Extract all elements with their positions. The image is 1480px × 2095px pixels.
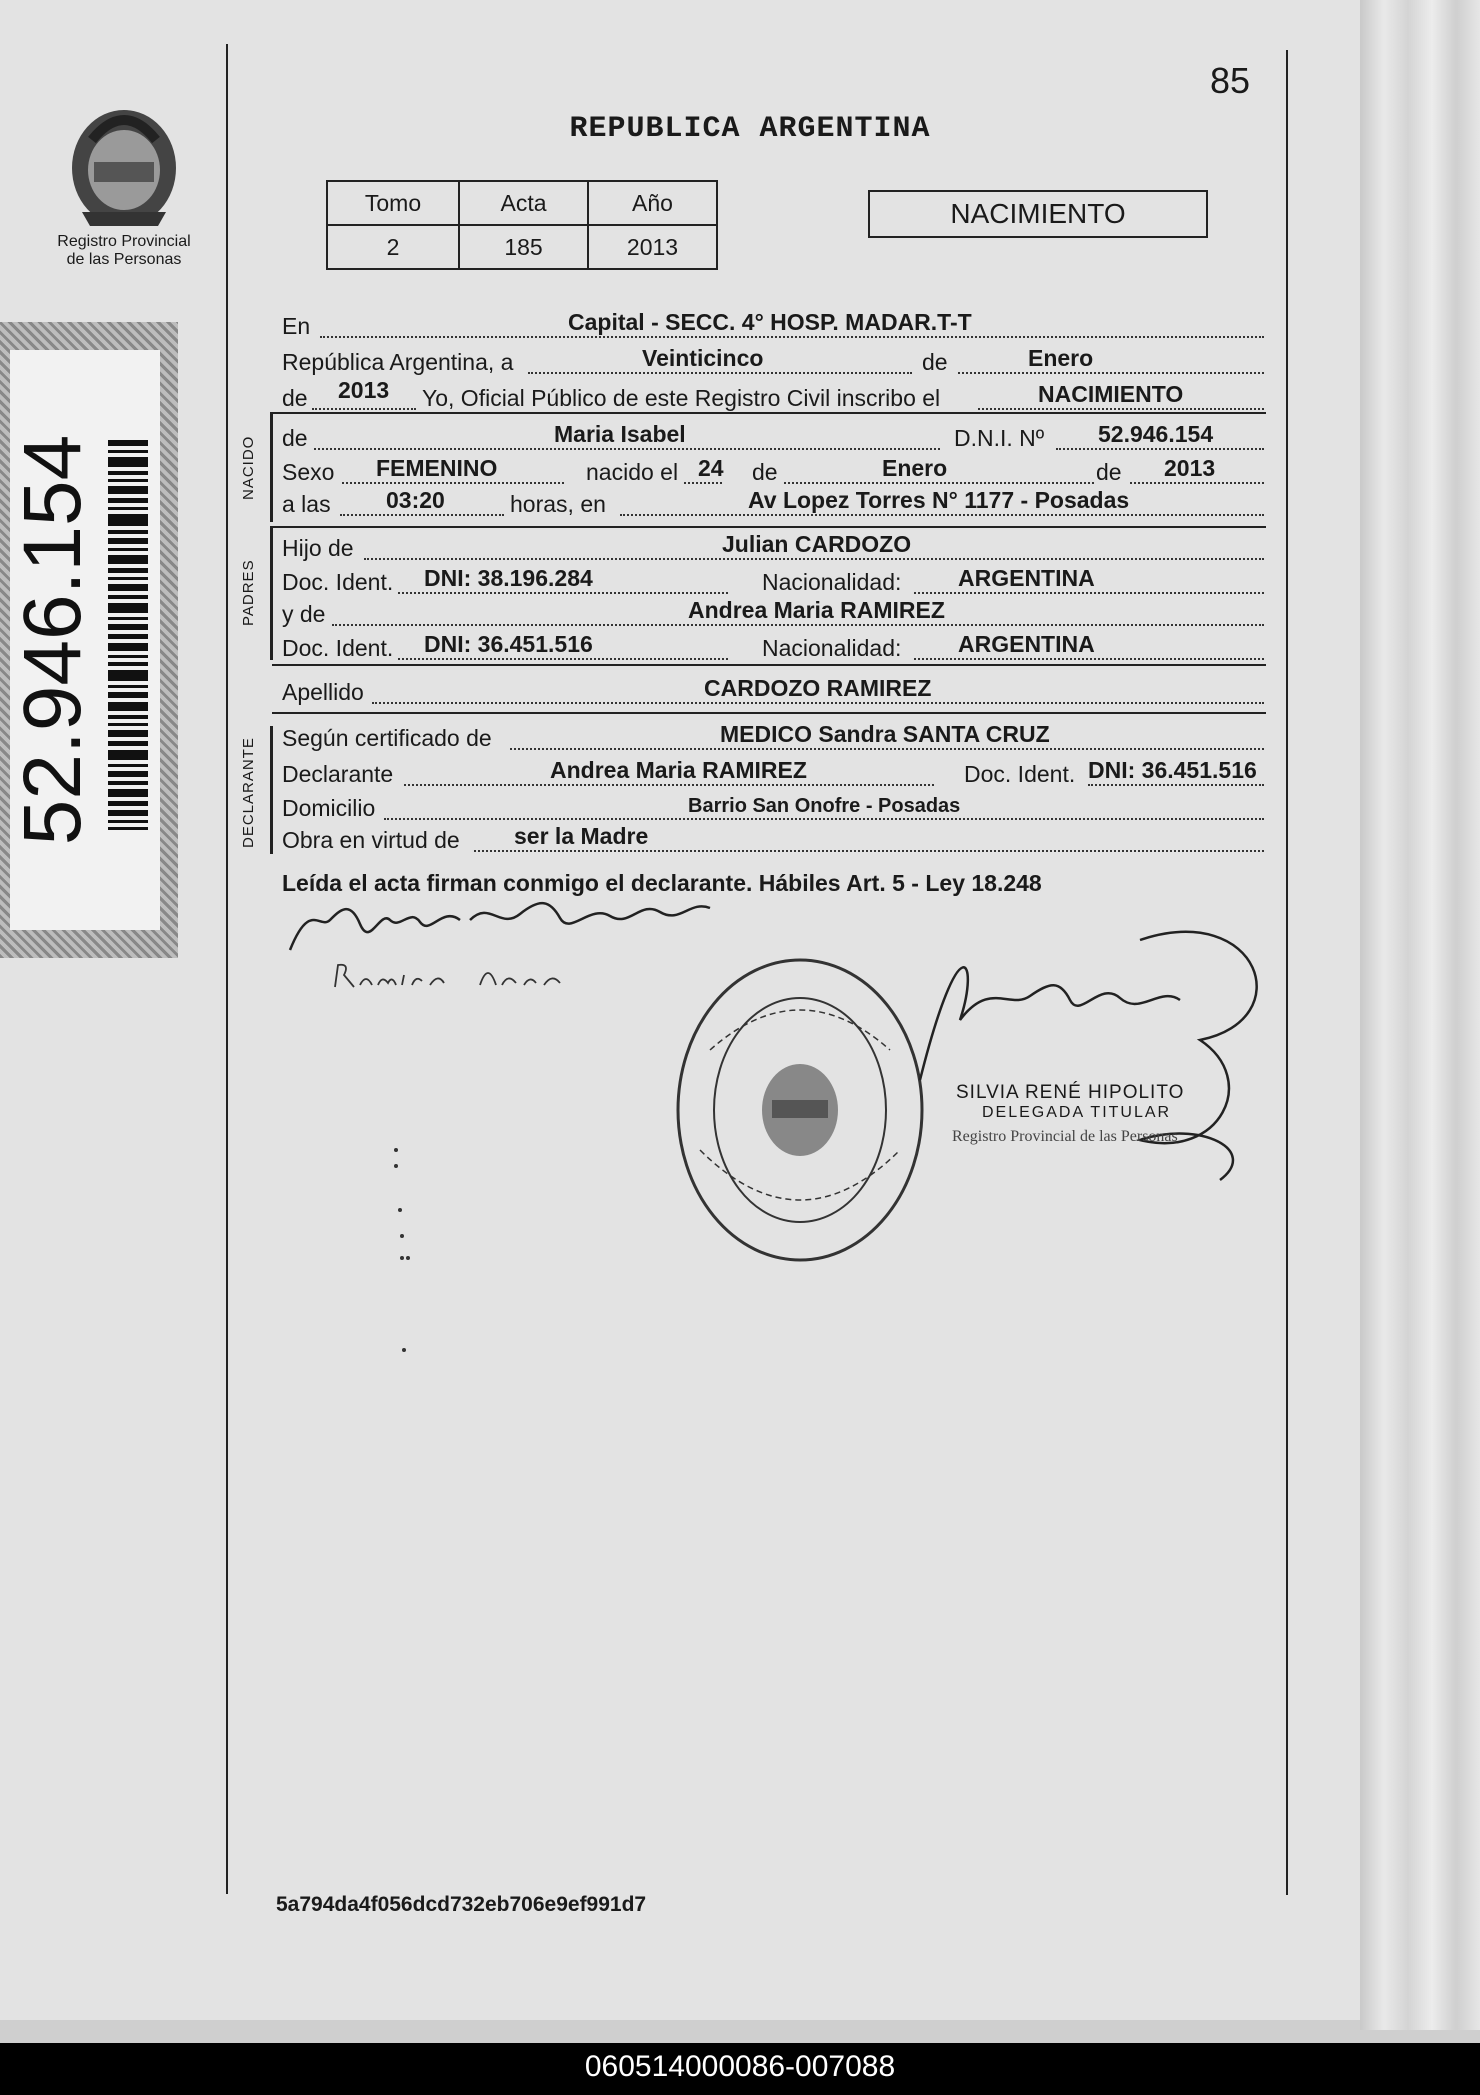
line-father — [282, 530, 1264, 566]
barcode-bar — [108, 440, 148, 446]
acta-value: 185 — [459, 225, 588, 269]
value-birth-place: Av Lopez Torres N° 1177 - Posadas — [748, 487, 1130, 513]
barcode-bar — [108, 577, 148, 580]
barcode-bar — [108, 662, 148, 666]
barcode-bar — [108, 486, 148, 494]
barcode-bar — [108, 457, 148, 467]
barcode-bar — [108, 810, 148, 816]
rule-2 — [272, 526, 1266, 528]
barcode-bar — [108, 624, 148, 630]
barcode-bar — [108, 514, 148, 526]
barcode-bar — [108, 702, 148, 711]
value-mother-doc: DNI: 36.451.516 — [424, 631, 593, 657]
barcode-bar — [108, 603, 148, 613]
barcode-bar — [108, 530, 148, 534]
barcode-bar — [108, 789, 148, 797]
section-nacido: NACIDO — [240, 435, 257, 500]
label-hijo-de: Hijo de — [282, 535, 354, 561]
value-birth-month: Enero — [882, 455, 948, 481]
barcode-bar — [108, 617, 148, 620]
label-dni: D.N.I. Nº — [954, 425, 1045, 451]
label-y-de: y de — [282, 601, 326, 627]
col-ano: Año — [588, 181, 717, 225]
value-dni: 52.946.154 — [1098, 421, 1214, 447]
value-birth-day: 24 — [698, 455, 724, 481]
line-sex — [282, 454, 1264, 490]
barcode-bar — [108, 741, 148, 746]
label-domicilio: Domicilio — [282, 795, 376, 821]
section-declarante: DECLARANTE — [240, 737, 257, 848]
signature-mother — [330, 955, 580, 995]
value-father-nationality: ARGENTINA — [958, 565, 1095, 591]
value-mother-nationality: ARGENTINA — [958, 631, 1095, 657]
page-specks — [380, 1140, 420, 1380]
side-dni-text: 52.946.154 — [7, 434, 98, 846]
col-tomo: Tomo — [327, 181, 459, 225]
value-father-name: Julian CARDOZO — [722, 531, 912, 557]
value-sex: FEMENINO — [376, 455, 498, 481]
line-mother-doc — [282, 630, 1264, 666]
page-stack-edge — [1360, 0, 1480, 2030]
rule-4 — [272, 712, 1266, 714]
value-certificate: MEDICO Sandra SANTA CRUZ — [720, 721, 1050, 747]
barcode-bar — [108, 723, 148, 726]
line-mother — [282, 596, 1264, 632]
rule-3 — [272, 664, 1266, 666]
barcode-bar — [108, 655, 148, 658]
line-certificate — [282, 720, 1264, 756]
label-de-year: de — [282, 385, 308, 411]
value-surname: CARDOZO RAMIREZ — [704, 675, 932, 701]
record-table — [326, 180, 718, 270]
line-year — [282, 377, 1264, 416]
page-number: 85 — [1210, 60, 1251, 101]
line-address — [282, 790, 1264, 826]
value-event: NACIMIENTO — [1038, 381, 1184, 407]
barcode-bar — [108, 715, 148, 719]
value-address: Barrio San Onofre - Posadas — [688, 795, 961, 817]
declarante-bracket — [270, 726, 273, 854]
line-date — [282, 344, 1264, 380]
barcode-bar — [108, 568, 148, 573]
left-margin-line — [226, 44, 228, 1894]
barcode-bar — [108, 538, 148, 544]
signature-father — [270, 890, 730, 960]
line-place — [282, 308, 1264, 344]
official-name: SILVIA RENÉ HIPOLITO — [956, 1082, 1185, 1103]
value-declarant: Andrea Maria RAMIREZ — [550, 757, 807, 783]
barcode-bar — [108, 692, 148, 698]
misiones-emblem-icon — [62, 100, 186, 230]
record-type-box: NACIMIENTO — [868, 190, 1208, 238]
official-title: DELEGADA TITULAR — [982, 1104, 1172, 1121]
registry-name — [40, 233, 208, 269]
closing-statement: Leída el acta firman conmigo el declarante. Hábiles Art. 5 - Ley 18.248 — [282, 870, 1042, 896]
label-a-las: a las — [282, 491, 331, 517]
value-name: Maria Isabel — [554, 421, 686, 447]
value-month: Enero — [1028, 345, 1094, 371]
label-segun: Según certificado de — [282, 725, 492, 751]
label-doc-father: Doc. Ident. — [282, 569, 394, 595]
value-by-virtue: ser la Madre — [514, 823, 649, 849]
barcode-bar — [108, 801, 148, 806]
value-mother-name: Andrea Maria RAMIREZ — [688, 597, 945, 623]
registry-line-2: de las Personas — [66, 251, 182, 268]
barcode-bar — [108, 555, 148, 564]
label-en: En — [282, 313, 311, 339]
line-father-doc — [282, 564, 1264, 600]
barcode-bar — [108, 507, 148, 510]
barcode-icon — [108, 440, 148, 830]
label-horas-en: horas, en — [510, 491, 606, 517]
barcode-bar — [108, 670, 148, 681]
label-de-name: de — [282, 425, 308, 451]
value-day: Veinticinco — [642, 345, 764, 371]
country-title: REPUBLICA ARGENTINA — [569, 112, 931, 146]
barcode-bar — [108, 730, 148, 737]
barcode-bar — [108, 498, 148, 503]
line-declarant — [282, 756, 1264, 792]
col-acta: Acta — [459, 181, 588, 225]
barcode-bar — [108, 764, 148, 767]
label-nac-mother: Nacionalidad: — [762, 635, 902, 661]
value-birth-year: 2013 — [1164, 455, 1216, 481]
barcode-bar — [108, 827, 148, 830]
label-de-2: de — [752, 459, 778, 485]
barcode-bar — [108, 584, 148, 591]
label-republica: República Argentina, a — [282, 349, 514, 375]
barcode-bar — [108, 479, 148, 482]
official-office: Registro Provincial de las Personas — [952, 1128, 1178, 1145]
rule-1 — [272, 412, 1266, 414]
registry-line-1: Registro Provincial — [57, 233, 191, 250]
label-nac-father: Nacionalidad: — [762, 569, 902, 595]
label-obra: Obra en virtud de — [282, 827, 460, 853]
barcode-bar — [108, 595, 148, 599]
barcode-bar — [108, 820, 148, 823]
label-de-1: de — [922, 349, 948, 375]
section-padres: PADRES — [240, 559, 257, 626]
value-place: Capital - SECC. 4° HOSP. MADAR.T-T — [568, 309, 972, 335]
barcode-bar — [108, 685, 148, 688]
line-time — [282, 486, 1264, 522]
ano-value: 2013 — [588, 225, 717, 269]
nacido-bracket — [270, 412, 273, 522]
footer-code: 060514000086-007088 — [584, 2050, 896, 2083]
barcode-bar — [108, 643, 148, 651]
line-by-virtue — [282, 822, 1264, 858]
label-nacido-el: nacido el — [586, 459, 679, 485]
label-apellido: Apellido — [282, 679, 364, 705]
line-name — [282, 420, 1264, 456]
barcode-bar — [108, 450, 148, 453]
value-birth-time: 03:20 — [386, 487, 445, 513]
label-declarante: Declarante — [282, 761, 394, 787]
tomo-value: 2 — [327, 225, 459, 269]
barcode-bar — [108, 771, 148, 777]
value-declarant-doc: DNI: 36.451.516 — [1088, 757, 1257, 783]
label-sexo: Sexo — [282, 459, 335, 485]
signature-official — [840, 900, 1280, 1200]
line-surname — [282, 674, 1264, 710]
label-de-3: de — [1096, 459, 1122, 485]
value-year: 2013 — [338, 377, 390, 403]
document-hash: 5a794da4f056dcd732eb706e9ef991d7 — [276, 1893, 647, 1916]
barcode-bar — [108, 750, 148, 760]
barcode-bar — [108, 634, 148, 639]
right-margin-line — [1286, 50, 1288, 1895]
barcode-bar — [108, 781, 148, 785]
label-oficial: Yo, Oficial Público de este Registro Civil inscribo el — [422, 385, 941, 411]
label-doc-mother: Doc. Ident. — [282, 635, 394, 661]
barcode-bar — [108, 548, 148, 551]
barcode-bar — [108, 471, 148, 475]
label-doc-declarant: Doc. Ident. — [964, 761, 1076, 787]
side-dni-number — [0, 350, 100, 930]
value-father-doc: DNI: 38.196.284 — [424, 565, 593, 591]
padres-bracket — [270, 526, 273, 660]
